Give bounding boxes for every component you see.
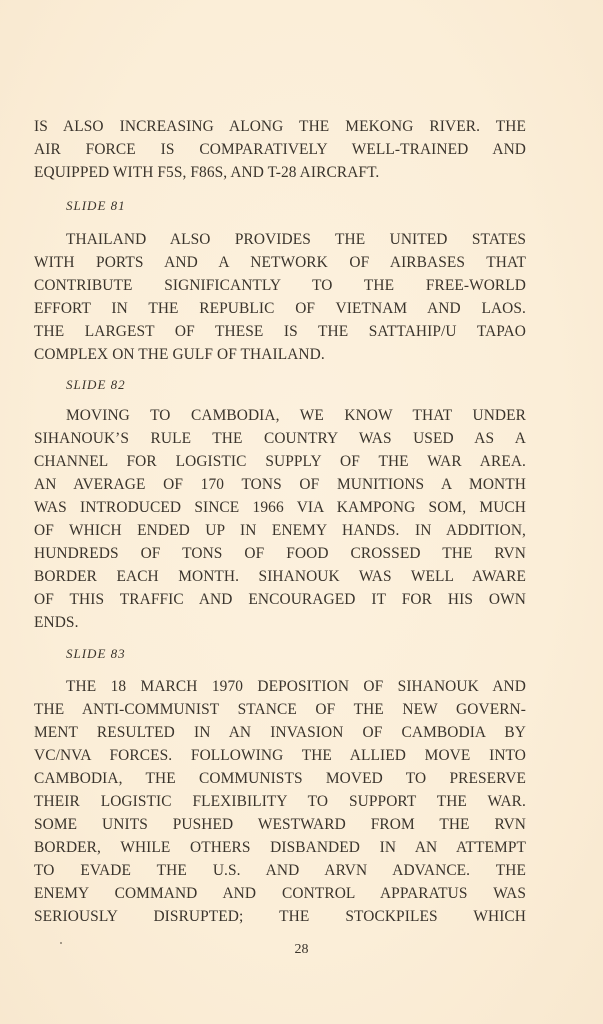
paragraph-line: THE LARGEST OF THESE IS THE SATTAHIP/U TAPAO [34,323,526,340]
slide-label: SLIDE 81 [66,198,126,213]
paragraph-line: AIR FORCE IS COMPARATIVELY WELL-TRAINED AND [34,141,526,158]
paragraph-line: OF WHICH ENDED UP IN ENEMY HANDS. IN ADDITION, [34,522,526,539]
paragraph-line: MOVING TO CAMBODIA, WE KNOW THAT UNDER [66,407,526,424]
paragraph-line: COMPLEX ON THE GULF OF THAILAND. [34,346,325,363]
slide-label: SLIDE 83 [66,646,126,661]
paragraph-line: BORDER EACH MONTH. SIHANOUK WAS WELL AWARE [34,568,526,585]
paragraph-line: SIHANOUK’S RULE THE COUNTRY WAS USED AS A [34,430,526,447]
paragraph-line: EQUIPPED WITH F5S, F86S, AND T-28 AIRCRAFT. [34,164,380,181]
paragraph-line: THE ANTI-COMMUNIST STANCE OF THE NEW GOVERN- [34,701,526,718]
paragraph-line: WAS INTRODUCED SINCE 1966 VIA KAMPONG SOM, MUCH [34,499,526,516]
paragraph-line: MENT RESULTED IN AN INVASION OF CAMBODIA BY [34,724,526,741]
paragraph-line: CAMBODIA, THE COMMUNISTS MOVED TO PRESERVE [34,770,526,787]
paragraph-line: SOME UNITS PUSHED WESTWARD FROM THE RVN [34,816,526,833]
paragraph-line: THAILAND ALSO PROVIDES THE UNITED STATES [66,231,526,248]
paragraph-line: EFFORT IN THE REPUBLIC OF VIETNAM AND LAOS. [34,300,526,317]
paragraph-line: BORDER, WHILE OTHERS DISBANDED IN AN ATTEMPT [34,839,526,856]
paragraph-line: THE 18 MARCH 1970 DEPOSITION OF SIHANOUK AND [66,678,526,695]
paragraph-line: THEIR LOGISTIC FLEXIBILITY TO SUPPORT THE WAR. [34,793,526,810]
paragraph-line: AN AVERAGE OF 170 TONS OF MUNITIONS A MONTH [34,476,526,493]
paragraph-line: ENDS. [34,614,79,631]
paragraph-line: CHANNEL FOR LOGISTIC SUPPLY OF THE WAR AREA. [34,453,526,470]
slide-label: SLIDE 82 [66,377,126,392]
paragraph-line: TO EVADE THE U.S. AND ARVN ADVANCE. THE [34,862,526,879]
paragraph-line: IS ALSO INCREASING ALONG THE MEKONG RIVER. THE [34,118,526,135]
paragraph-line: HUNDREDS OF TONS OF FOOD CROSSED THE RVN [34,545,526,562]
page-number: 28 [294,942,309,957]
paragraph-line: SERIOUSLY DISRUPTED; THE STOCKPILES WHICH [34,908,526,925]
paragraph-line: WITH PORTS AND A NETWORK OF AIRBASES THAT [34,254,526,271]
paragraph-line: OF THIS TRAFFIC AND ENCOURAGED IT FOR HIS OWN [34,591,526,608]
paragraph-line: CONTRIBUTE SIGNIFICANTLY TO THE FREE-WORLD [34,277,526,294]
paragraph-line: VC/NVA FORCES. FOLLOWING THE ALLIED MOVE INTO [34,747,526,764]
paragraph-line: ENEMY COMMAND AND CONTROL APPARATUS WAS [34,885,526,902]
